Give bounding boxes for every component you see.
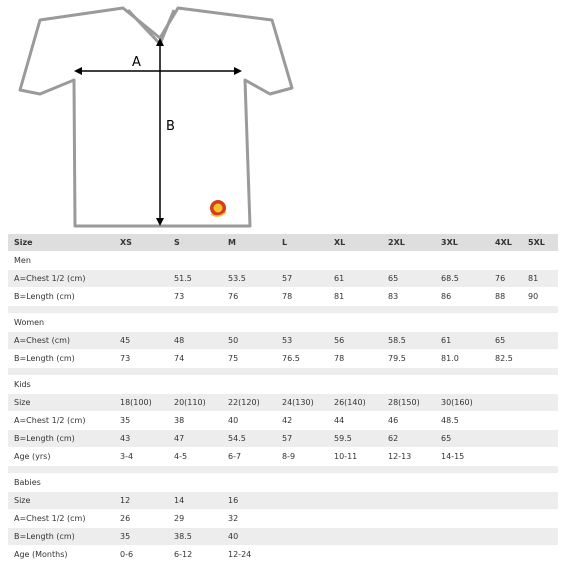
row-value: 88: [495, 292, 506, 301]
row-value: 86: [441, 292, 452, 301]
row-value: 20(110): [174, 398, 206, 407]
row-value: 35: [120, 416, 131, 425]
row-value: 12: [120, 496, 131, 505]
row-value: 48.5: [441, 416, 459, 425]
row-value: 65: [495, 336, 506, 345]
row-value: 48: [174, 336, 185, 345]
row-value: 78: [334, 354, 345, 363]
row-value: 14-15: [441, 452, 465, 461]
row-value: 76.5: [282, 354, 300, 363]
row-value: 35: [120, 532, 131, 541]
table-row: [8, 288, 558, 306]
row-label: Age (Months): [14, 550, 68, 559]
row-value: 6-12: [174, 550, 193, 559]
row-value: 0-6: [120, 550, 134, 559]
row-label: A=Chest 1/2 (cm): [14, 274, 86, 283]
length-label-b: B: [166, 119, 175, 134]
section-title-row: [8, 314, 558, 332]
row-value: 57: [282, 434, 293, 443]
section-title-row: [8, 474, 558, 492]
header-cell: 3XL: [441, 238, 458, 247]
row-value: 50: [228, 336, 239, 345]
row-value: 59.5: [334, 434, 352, 443]
row-label: Size: [14, 496, 31, 505]
row-value: 54.5: [228, 434, 246, 443]
row-value: 16: [228, 496, 239, 505]
row-value: 44: [334, 416, 345, 425]
row-value: 45: [120, 336, 131, 345]
row-value: 62: [388, 434, 399, 443]
row-value: 28(150): [388, 398, 420, 407]
size-chart-table: [8, 234, 558, 564]
header-cell: L: [282, 238, 288, 247]
row-value: 3-4: [120, 452, 134, 461]
section-separator: [8, 368, 558, 376]
tshirt-diagram: [0, 0, 570, 234]
row-value: 32: [228, 514, 239, 523]
section-title-row: [8, 376, 558, 394]
row-value: 38.5: [174, 532, 192, 541]
table-row: [8, 510, 558, 528]
row-value: 30(160): [441, 398, 473, 407]
section-title-babies: Babies: [14, 478, 41, 487]
row-value: 26: [120, 514, 131, 523]
header-cell: 5XL: [528, 238, 545, 247]
table-header-row: [8, 234, 558, 252]
row-value: 65: [388, 274, 399, 283]
header-cell: Size: [14, 238, 33, 247]
header-cell: 2XL: [388, 238, 405, 247]
row-value: 57: [282, 274, 293, 283]
header-cell: M: [228, 238, 236, 247]
section-title-row: [8, 252, 558, 270]
row-value: 61: [334, 274, 345, 283]
table-row: [8, 350, 558, 368]
table-row: [8, 448, 558, 466]
row-label: Size: [14, 398, 31, 407]
row-label: B=Length (cm): [14, 532, 75, 541]
section-title-women: Women: [14, 318, 45, 327]
row-value: 73: [120, 354, 131, 363]
row-value: 53.5: [228, 274, 246, 283]
row-value: 76: [228, 292, 239, 301]
header-cell: XS: [120, 238, 132, 247]
row-value: 81: [334, 292, 345, 301]
row-value: 42: [282, 416, 293, 425]
row-value: 81.0: [441, 354, 459, 363]
row-value: 40: [228, 416, 239, 425]
table-row: [8, 270, 558, 288]
header-cell: S: [174, 238, 180, 247]
row-value: 65: [441, 434, 452, 443]
row-value: 46: [388, 416, 399, 425]
section-title-kids: Kids: [14, 380, 31, 389]
row-value: 43: [120, 434, 131, 443]
row-value: 51.5: [174, 274, 192, 283]
row-value: 4-5: [174, 452, 188, 461]
row-value: 12-13: [388, 452, 412, 461]
row-value: 74: [174, 354, 185, 363]
row-value: 24(130): [282, 398, 314, 407]
row-value: 29: [174, 514, 185, 523]
section-title-men: Men: [14, 256, 31, 265]
header-cell: XL: [334, 238, 346, 247]
row-value: 10-11: [334, 452, 358, 461]
row-value: 61: [441, 336, 452, 345]
row-value: 47: [174, 434, 185, 443]
row-value: 78: [282, 292, 293, 301]
row-label: B=Length (cm): [14, 434, 75, 443]
row-value: 76: [495, 274, 506, 283]
row-label: B=Length (cm): [14, 292, 75, 301]
row-value: 83: [388, 292, 399, 301]
row-value: 6-7: [228, 452, 242, 461]
row-value: 12-24: [228, 550, 252, 559]
table-row: [8, 546, 558, 564]
row-value: 40: [228, 532, 239, 541]
row-label: B=Length (cm): [14, 354, 75, 363]
row-label: A=Chest 1/2 (cm): [14, 416, 86, 425]
row-value: 90: [528, 292, 539, 301]
row-value: 26(140): [334, 398, 366, 407]
row-value: 18(100): [120, 398, 152, 407]
chest-label-a: A: [132, 55, 141, 70]
row-value: 53: [282, 336, 293, 345]
row-label: A=Chest 1/2 (cm): [14, 514, 86, 523]
row-value: 22(120): [228, 398, 260, 407]
row-value: 38: [174, 416, 185, 425]
row-value: 68.5: [441, 274, 459, 283]
row-label: Age (yrs): [14, 452, 51, 461]
header-cell: 4XL: [495, 238, 512, 247]
table-row: [8, 492, 558, 510]
row-value: 82.5: [495, 354, 513, 363]
table-row: [8, 412, 558, 430]
table-row: [8, 394, 558, 412]
row-value: 58.5: [388, 336, 406, 345]
row-value: 56: [334, 336, 345, 345]
row-label: A=Chest (cm): [14, 336, 71, 345]
brand-logo: [210, 200, 226, 216]
row-value: 81: [528, 274, 539, 283]
row-value: 14: [174, 496, 185, 505]
row-value: 75: [228, 354, 239, 363]
table-row: [8, 430, 558, 448]
table-row: [8, 528, 558, 546]
section-separator: [8, 466, 558, 474]
row-value: 73: [174, 292, 185, 301]
row-value: 79.5: [388, 354, 406, 363]
row-value: 8-9: [282, 452, 296, 461]
section-separator: [8, 306, 558, 314]
table-row: [8, 332, 558, 350]
